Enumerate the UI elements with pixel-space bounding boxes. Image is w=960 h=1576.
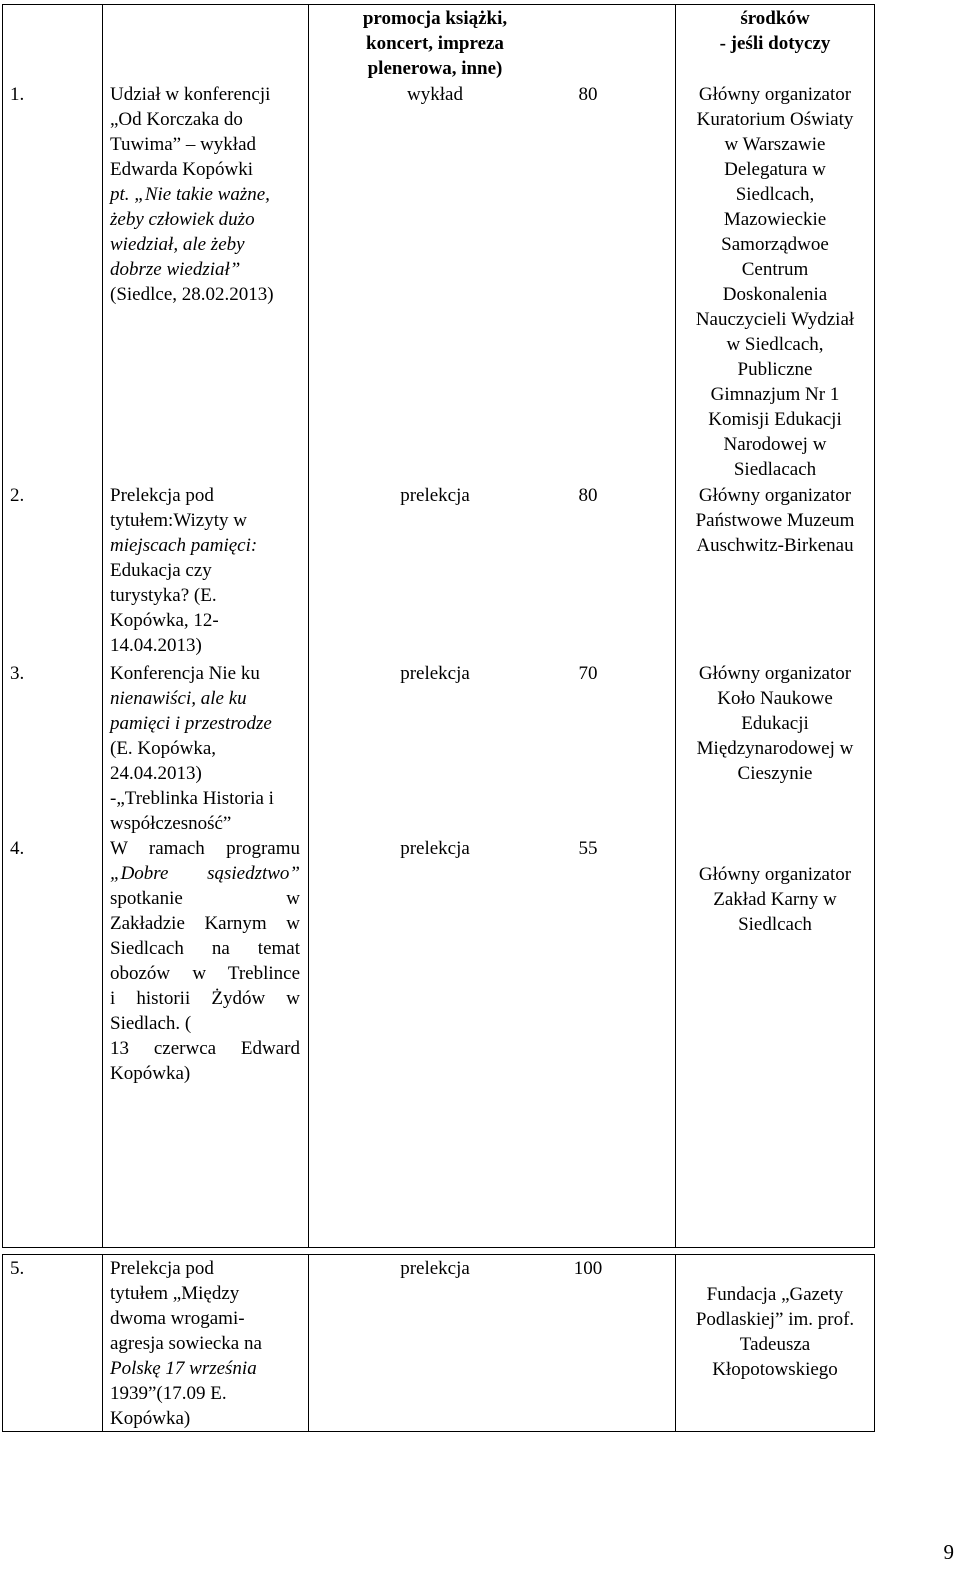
org-line: Gimnazjum Nr 1 bbox=[710, 384, 840, 405]
desc-line: „Od Korczaka do bbox=[110, 109, 243, 130]
desc-line: dwoma wrogami- bbox=[110, 1308, 245, 1329]
org-line: Główny organizator bbox=[698, 485, 852, 506]
org-line: Cieszynie bbox=[737, 763, 813, 784]
event-form: prelekcja bbox=[400, 838, 470, 859]
table-border-bottom bbox=[2, 1431, 875, 1432]
desc-line: Kopówka) bbox=[110, 1408, 191, 1429]
table-border-right bbox=[874, 4, 875, 1248]
organizer bbox=[678, 483, 872, 558]
desc-line: (Siedlce, 28.02.2013) bbox=[110, 284, 274, 305]
org-line: Mazowieckie bbox=[723, 209, 827, 230]
desc-line: (E. Kopówka, bbox=[110, 738, 217, 759]
participants-count: 70 bbox=[578, 663, 598, 684]
event-description bbox=[110, 1256, 300, 1431]
org-line: Samorządwoe bbox=[721, 234, 829, 255]
column-divider bbox=[675, 1254, 676, 1432]
column-divider bbox=[308, 4, 309, 1248]
desc-line: Edukacja czy bbox=[110, 560, 212, 581]
event-description bbox=[110, 836, 300, 1086]
desc-line: 1939”(17.09 E. bbox=[110, 1383, 227, 1404]
event-form: prelekcja bbox=[400, 1258, 470, 1279]
org-line: Fundacja „Gazety bbox=[706, 1284, 844, 1305]
desc-line: spotkanie w bbox=[110, 888, 300, 909]
organizer bbox=[678, 661, 872, 786]
event-description bbox=[110, 661, 300, 836]
org-line: w Warszawie bbox=[724, 134, 826, 155]
header-text: środków bbox=[740, 8, 810, 29]
header-text: - jeśli dotyczy bbox=[719, 33, 831, 54]
desc-line: Edwarda Kopówki bbox=[110, 159, 253, 180]
org-line: Zakład Karny w bbox=[713, 889, 837, 910]
row-number: 2. bbox=[10, 485, 25, 506]
desc-line: Konferencja Nie ku bbox=[110, 663, 260, 684]
header-funds-column bbox=[678, 6, 872, 56]
org-line: Koło Naukowe bbox=[717, 688, 833, 709]
desc-line: 24.04.2013) bbox=[110, 763, 202, 784]
event-form: prelekcja bbox=[400, 485, 470, 506]
header-text: promocja książki, bbox=[362, 8, 508, 29]
event-form: prelekcja bbox=[400, 663, 470, 684]
org-line: Siedlcach, bbox=[735, 184, 815, 205]
desc-line: nienawiści, ale ku bbox=[110, 688, 247, 709]
column-divider bbox=[102, 1254, 103, 1432]
org-line: Nauczycieli Wydział bbox=[695, 309, 855, 330]
desc-line: Polskę 17 września bbox=[110, 1358, 257, 1379]
desc-line: Udział w konferencji bbox=[110, 84, 271, 105]
table-border-right bbox=[874, 1254, 875, 1432]
org-line: Tadeusza bbox=[739, 1334, 811, 1355]
desc-line: żeby człowiek dużo bbox=[110, 209, 255, 230]
desc-line: dobrze wiedział” bbox=[110, 259, 241, 280]
desc-line: Prelekcja pod bbox=[110, 485, 214, 506]
desc-line: W ramach programu bbox=[110, 838, 300, 859]
organizer bbox=[678, 1282, 872, 1382]
organizer bbox=[678, 82, 872, 482]
desc-line: agresja sowiecka na bbox=[110, 1333, 262, 1354]
header-form-column bbox=[310, 6, 560, 81]
desc-line: miejscach pamięci: bbox=[110, 535, 258, 556]
desc-line: Kopówka) bbox=[110, 1063, 191, 1084]
org-line: Główny organizator bbox=[698, 663, 852, 684]
desc-line: pamięci i przestrodze bbox=[110, 713, 272, 734]
org-line: Siedlacach bbox=[733, 459, 817, 480]
participants-count: 55 bbox=[578, 838, 598, 859]
table-border-left bbox=[2, 4, 3, 1248]
organizer bbox=[678, 862, 872, 937]
org-line: Podlaskiej” im. prof. bbox=[695, 1309, 855, 1330]
participants-count: 80 bbox=[578, 485, 598, 506]
desc-line: Siedlach. ( bbox=[110, 1013, 192, 1034]
desc-line: Kopówka, 12- bbox=[110, 610, 219, 631]
column-divider bbox=[675, 4, 676, 1248]
table-border-top bbox=[2, 4, 875, 5]
page-number: 9 bbox=[943, 1540, 954, 1564]
org-line: Doskonalenia bbox=[722, 284, 828, 305]
org-line: Państwowe Muzeum bbox=[695, 510, 855, 531]
desc-line: 13 czerwca Edward bbox=[110, 1038, 300, 1059]
org-line: Publiczne bbox=[737, 359, 813, 380]
desc-line: obozów w Treblince bbox=[110, 963, 300, 984]
desc-line: tytułem:Wizyty w bbox=[110, 510, 247, 531]
desc-line: Tuwima” – wykład bbox=[110, 134, 257, 155]
org-line: Edukacji bbox=[741, 713, 809, 734]
participants-count: 100 bbox=[573, 1258, 603, 1279]
participants-count: 80 bbox=[578, 84, 598, 105]
org-line: Komisji Edukacji bbox=[708, 409, 842, 430]
org-line: Główny organizator bbox=[698, 84, 852, 105]
desc-line: Zakładzie Karnym w bbox=[110, 913, 300, 934]
org-line: Narodowej w bbox=[723, 434, 827, 455]
header-text: koncert, impreza bbox=[366, 33, 504, 54]
org-line: Siedlcach bbox=[738, 914, 812, 935]
table-border-top bbox=[2, 1254, 875, 1255]
row-number: 5. bbox=[10, 1258, 25, 1279]
desc-line: współczesność” bbox=[110, 813, 232, 834]
row-number: 1. bbox=[10, 84, 25, 105]
desc-line: i historii Żydów w bbox=[110, 988, 300, 1009]
org-line: Centrum bbox=[741, 259, 809, 280]
event-description bbox=[110, 82, 300, 307]
column-divider bbox=[308, 1254, 309, 1432]
event-form: wykład bbox=[407, 84, 463, 105]
desc-line: „Dobre sąsiedztwo” bbox=[110, 863, 300, 884]
org-line: Auschwitz-Birkenau bbox=[696, 535, 854, 556]
desc-line: Siedlcach na temat bbox=[110, 938, 300, 959]
desc-line: -„Treblinka Historia i bbox=[110, 788, 274, 809]
org-line: Kłopotowskiego bbox=[712, 1359, 838, 1380]
desc-line: wiedział, ale żeby bbox=[110, 234, 245, 255]
header-text: plenerowa, inne) bbox=[367, 58, 503, 79]
desc-line: 14.04.2013) bbox=[110, 635, 202, 656]
table-border-left bbox=[2, 1254, 3, 1432]
desc-line: turystyka? (E. bbox=[110, 585, 217, 606]
org-line: Międzynarodowej w bbox=[696, 738, 854, 759]
column-divider bbox=[102, 4, 103, 1248]
org-line: w Siedlcach, bbox=[726, 334, 824, 355]
org-line: Główny organizator bbox=[698, 864, 852, 885]
row-number: 3. bbox=[10, 663, 25, 684]
event-description bbox=[110, 483, 300, 658]
desc-line: pt. „Nie takie ważne, bbox=[110, 184, 270, 205]
org-line: Delegatura w bbox=[724, 159, 826, 180]
desc-line: tytułem „Między bbox=[110, 1283, 240, 1304]
org-line: Kuratorium Oświaty bbox=[696, 109, 854, 130]
table-border-bottom bbox=[2, 1247, 875, 1248]
row-number: 4. bbox=[10, 838, 25, 859]
desc-line: Prelekcja pod bbox=[110, 1258, 214, 1279]
